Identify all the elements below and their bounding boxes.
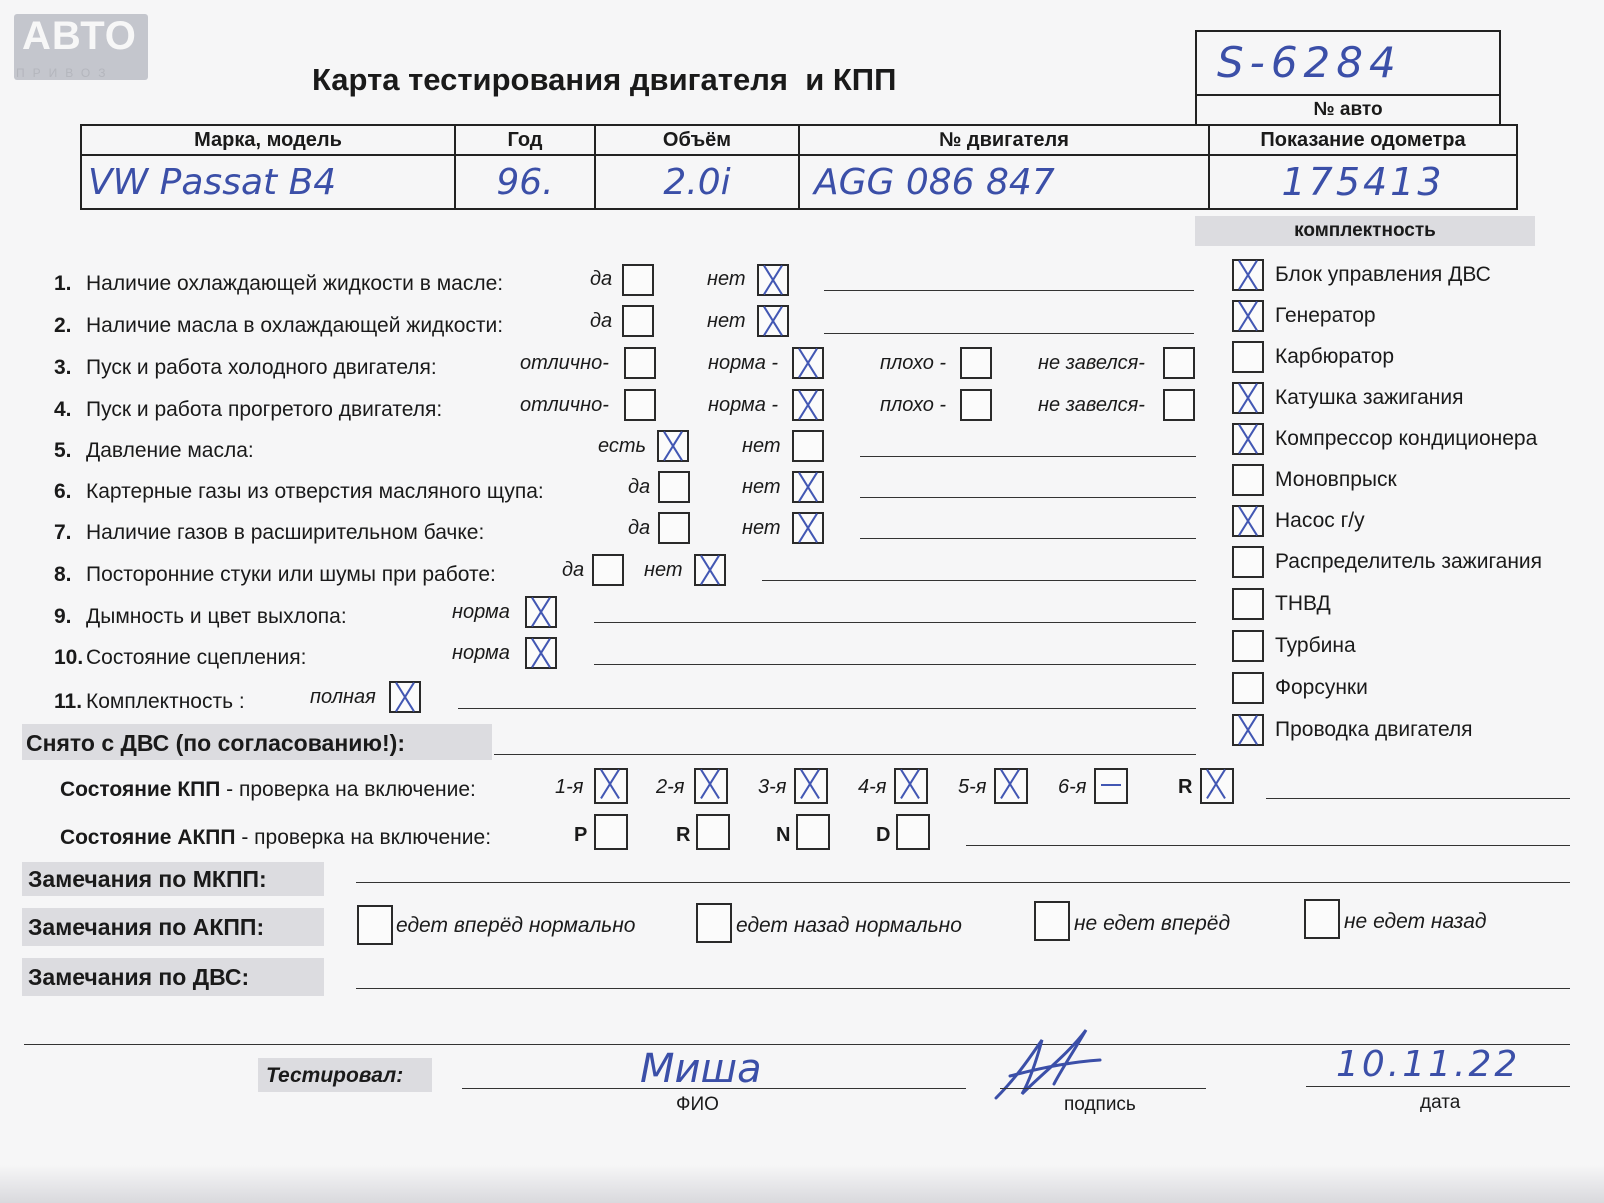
comp-box-power-steering-pump[interactable] [1232, 505, 1264, 537]
comp-box-ac-compressor[interactable] [1232, 423, 1264, 455]
akpp-reverse-ok-box[interactable] [696, 903, 732, 943]
item-opt-normal: норма [452, 601, 510, 623]
comp-label-engine-wiring: Проводка двигателя [1275, 718, 1473, 741]
comp-label-injection-pump: ТНВД [1275, 592, 1331, 615]
name-caption: ФИО [676, 1094, 719, 1115]
item-number: 1. [54, 272, 72, 295]
remarks-mkpp-line [356, 882, 1570, 883]
item6-yes-box[interactable] [658, 471, 690, 503]
car-number-box [1195, 30, 1501, 96]
remarks-dvs-label: Замечания по ДВС: [28, 964, 250, 990]
item-label: Давление масла: [86, 439, 254, 462]
comp-label-carburetor: Карбюратор [1275, 345, 1395, 368]
gear-4-box[interactable] [894, 768, 928, 804]
model-value[interactable]: VW Passat B4 [81, 155, 455, 209]
item6-no-box[interactable] [792, 471, 824, 503]
gear-label: 4-я [858, 776, 887, 798]
item8-yes-box[interactable] [592, 554, 624, 586]
logo-main-text: АВТО [22, 14, 137, 58]
akpp-forward-ok-label: едет вперёд нормально [396, 914, 636, 937]
item-label: Дымность и цвет выхлопа: [86, 605, 347, 628]
gear-6-box[interactable] [1094, 768, 1128, 804]
name-line [462, 1088, 966, 1089]
gear-2-box[interactable] [694, 768, 728, 804]
comp-box-monoinjection[interactable] [1232, 464, 1264, 496]
volume-label: Объём [595, 125, 799, 155]
item-opt-normal: норма - [708, 352, 779, 374]
gear-1-box[interactable] [594, 768, 628, 804]
removed-line [494, 754, 1196, 755]
car-number-value[interactable]: S-6284 [1217, 38, 1402, 87]
item3-excellent-box[interactable] [624, 347, 656, 379]
item7-no-box[interactable] [792, 512, 824, 544]
akpp-mode-label: R [676, 824, 691, 846]
comp-box-injectors[interactable] [1232, 672, 1264, 704]
comp-label-ac-compressor: Компрессор кондиционера [1275, 427, 1538, 450]
item1-line [824, 290, 1194, 291]
item-opt-normal: норма - [708, 394, 779, 416]
akpp-mode-label: D [876, 824, 891, 846]
item-opt-present: есть [598, 435, 647, 457]
item2-line [824, 333, 1194, 334]
item10-line [594, 664, 1196, 665]
akpp-p-box[interactable] [594, 814, 628, 850]
comp-label-generator: Генератор [1275, 304, 1376, 327]
item-number: 9. [54, 605, 72, 628]
gear-label: 3-я [758, 776, 787, 798]
item7-line [860, 538, 1196, 539]
item1-no-box[interactable] [757, 264, 789, 296]
item-number: 5. [54, 439, 72, 462]
akpp-label [60, 826, 491, 850]
item-opt-yes: да [628, 476, 651, 498]
akpp-reverse-ok-label: едет назад нормально [736, 914, 962, 937]
item-opt-yes: да [590, 268, 613, 290]
item-label: Пуск и работа прогретого двигателя: [86, 398, 443, 421]
comp-label-ecu: Блок управления ДВС [1275, 263, 1491, 286]
item-opt-bad: плохо - [880, 352, 947, 374]
comp-box-carburetor[interactable] [1232, 341, 1264, 373]
item2-no-box[interactable] [757, 305, 789, 337]
akpp-label-bold: Состояние АКПП [60, 826, 236, 849]
item-number: 3. [54, 356, 72, 379]
item9-line [594, 622, 1196, 623]
akpp-r-box[interactable] [696, 814, 730, 850]
removed-label: Снято с ДВС (по согласованию!): [26, 730, 405, 756]
item4-excellent-box[interactable] [624, 389, 656, 421]
remarks-mkpp-label: Замечания по МКПП: [28, 866, 267, 892]
page-title: Карта тестирования двигателя и КПП [312, 62, 897, 97]
comp-box-ecu[interactable] [1232, 259, 1264, 291]
comp-label-ignition-coil: Катушка зажигания [1275, 386, 1464, 409]
item2-yes-box[interactable] [622, 305, 654, 337]
date-caption: дата [1420, 1092, 1461, 1113]
remarks-dvs-line [356, 988, 1570, 989]
akpp-no-reverse-label: не едет назад [1344, 910, 1487, 933]
engine-number-value[interactable]: AGG 086 847 [799, 155, 1209, 209]
signature-image[interactable] [990, 1024, 1120, 1104]
item3-normal-box[interactable] [792, 347, 824, 379]
signature-line [1000, 1088, 1206, 1089]
item3-no-start-box[interactable] [1163, 347, 1195, 379]
item-number: 10. [54, 646, 84, 669]
item-opt-excellent: отлично- [520, 352, 609, 374]
item11-line [458, 708, 1196, 709]
comp-label-distributor: Распределитель зажигания [1275, 550, 1543, 573]
gear-3-box[interactable] [794, 768, 828, 804]
gear-label: 1-я [555, 776, 584, 798]
item-number: 8. [54, 563, 72, 586]
item6-line [860, 497, 1196, 498]
item-number: 7. [54, 521, 72, 544]
item4-no-start-box[interactable] [1163, 389, 1195, 421]
akpp-label-rest: - проверка на включение: [235, 826, 492, 849]
item-opt-no-start: не завелся- [1038, 394, 1145, 416]
gear-label: 5-я [958, 776, 987, 798]
tester-name-value[interactable]: Миша [640, 1046, 762, 1092]
item10-normal-box[interactable] [525, 637, 557, 669]
item8-no-box[interactable] [694, 554, 726, 586]
item-opt-no: нет [742, 517, 781, 539]
comp-box-ignition-coil[interactable] [1232, 382, 1264, 414]
item-opt-yes: да [562, 559, 585, 581]
item-label: Наличие газов в расширительном бачке: [86, 521, 485, 544]
kpp-label-bold: Состояние КПП [60, 778, 221, 801]
item-opt-normal: норма [452, 642, 510, 664]
car-number-label: № авто [1195, 96, 1501, 124]
akpp-no-forward-label: не едет вперёд [1074, 912, 1231, 935]
akpp-forward-ok-box[interactable] [357, 905, 393, 945]
remarks-akpp-label: Замечания по АКПП: [28, 914, 265, 940]
comp-box-engine-wiring[interactable] [1232, 714, 1264, 746]
item4-bad-box[interactable] [960, 389, 992, 421]
gear-label: 2-я [656, 776, 685, 798]
comp-label-power-steering-pump: Насос г/у [1275, 509, 1365, 532]
item5-line [860, 456, 1196, 457]
item-opt-yes: да [590, 310, 613, 332]
akpp-no-forward-box[interactable] [1034, 901, 1070, 941]
item11-full-box[interactable] [389, 681, 421, 713]
gear-5-box[interactable] [994, 768, 1028, 804]
comp-box-turbine[interactable] [1232, 630, 1264, 662]
item-label: Посторонние стуки или шумы при работе: [86, 563, 496, 586]
comp-label-monoinjection: Моновпрыск [1275, 468, 1397, 491]
akpp-n-box[interactable] [796, 814, 830, 850]
item-opt-no: нет [707, 268, 746, 290]
kpp-line [1266, 798, 1570, 799]
year-label: Год [455, 125, 595, 155]
akpp-line [966, 845, 1570, 846]
item7-yes-box[interactable] [658, 512, 690, 544]
model-label: Марка, модель [81, 125, 455, 155]
comp-box-injection-pump[interactable] [1232, 588, 1264, 620]
kpp-label [60, 778, 476, 802]
item-label: Состояние сцепления: [86, 646, 307, 669]
logo-sub-text: ПРИВОЗ [16, 66, 114, 80]
completeness-title: комплектность [1195, 216, 1535, 246]
kpp-label-rest: - проверка на включение: [220, 778, 476, 801]
engine-number-label: № двигателя [799, 125, 1209, 155]
item5-no-box[interactable] [792, 430, 824, 462]
item-opt-bad: плохо - [880, 394, 947, 416]
item4-normal-box[interactable] [792, 389, 824, 421]
odometer-label: Показание одометра [1209, 125, 1517, 155]
header-table [80, 124, 1518, 210]
gear-r-box[interactable] [1200, 768, 1234, 804]
item8-line [762, 580, 1196, 581]
item-opt-no-start: не завелся- [1038, 352, 1145, 374]
item-label: Наличие масла в охлаждающей жидкости: [86, 314, 504, 337]
item-opt-full: полная [310, 686, 376, 708]
item-opt-no: нет [707, 310, 746, 332]
year-value[interactable]: 96. [455, 155, 595, 209]
item-label: Картерные газы из отверстия масляного щупа: [86, 480, 544, 503]
item-opt-yes: да [628, 517, 651, 539]
akpp-d-box[interactable] [896, 814, 930, 850]
item-number: 6. [54, 480, 72, 503]
tested-label: Тестировал: [266, 1064, 404, 1087]
item1-yes-box[interactable] [622, 264, 654, 296]
volume-value[interactable]: 2.0i [595, 155, 799, 209]
item9-normal-box[interactable] [525, 596, 557, 628]
akpp-mode-label: N [776, 824, 791, 846]
item-number: 2. [54, 314, 72, 337]
odometer-value[interactable]: 175413 [1209, 155, 1517, 209]
akpp-no-reverse-box[interactable] [1304, 899, 1340, 939]
date-line [1306, 1086, 1570, 1087]
gear-label: R [1178, 776, 1193, 798]
item-opt-no: нет [742, 435, 781, 457]
item-number: 4. [54, 398, 72, 421]
item-label: Комплектность : [86, 690, 245, 713]
item-number: 11. [54, 690, 83, 713]
comp-label-turbine: Турбина [1275, 634, 1356, 657]
comp-box-distributor[interactable] [1232, 546, 1264, 578]
gear-label: 6-я [1058, 776, 1087, 798]
item-label: Наличие охлаждающей жидкости в масле: [86, 272, 504, 295]
item5-present-box[interactable] [657, 430, 689, 462]
date-value[interactable]: 10.11.22 [1336, 1044, 1521, 1085]
signature-caption: подпись [1064, 1094, 1136, 1115]
comp-box-generator[interactable] [1232, 300, 1264, 332]
akpp-mode-label: P [574, 824, 588, 846]
item-opt-no: нет [742, 476, 781, 498]
item-label: Пуск и работа холодного двигателя: [86, 356, 437, 379]
item3-bad-box[interactable] [960, 347, 992, 379]
comp-label-injectors: Форсунки [1275, 676, 1368, 699]
item-opt-excellent: отлично- [520, 394, 609, 416]
item-opt-no: нет [644, 559, 683, 581]
